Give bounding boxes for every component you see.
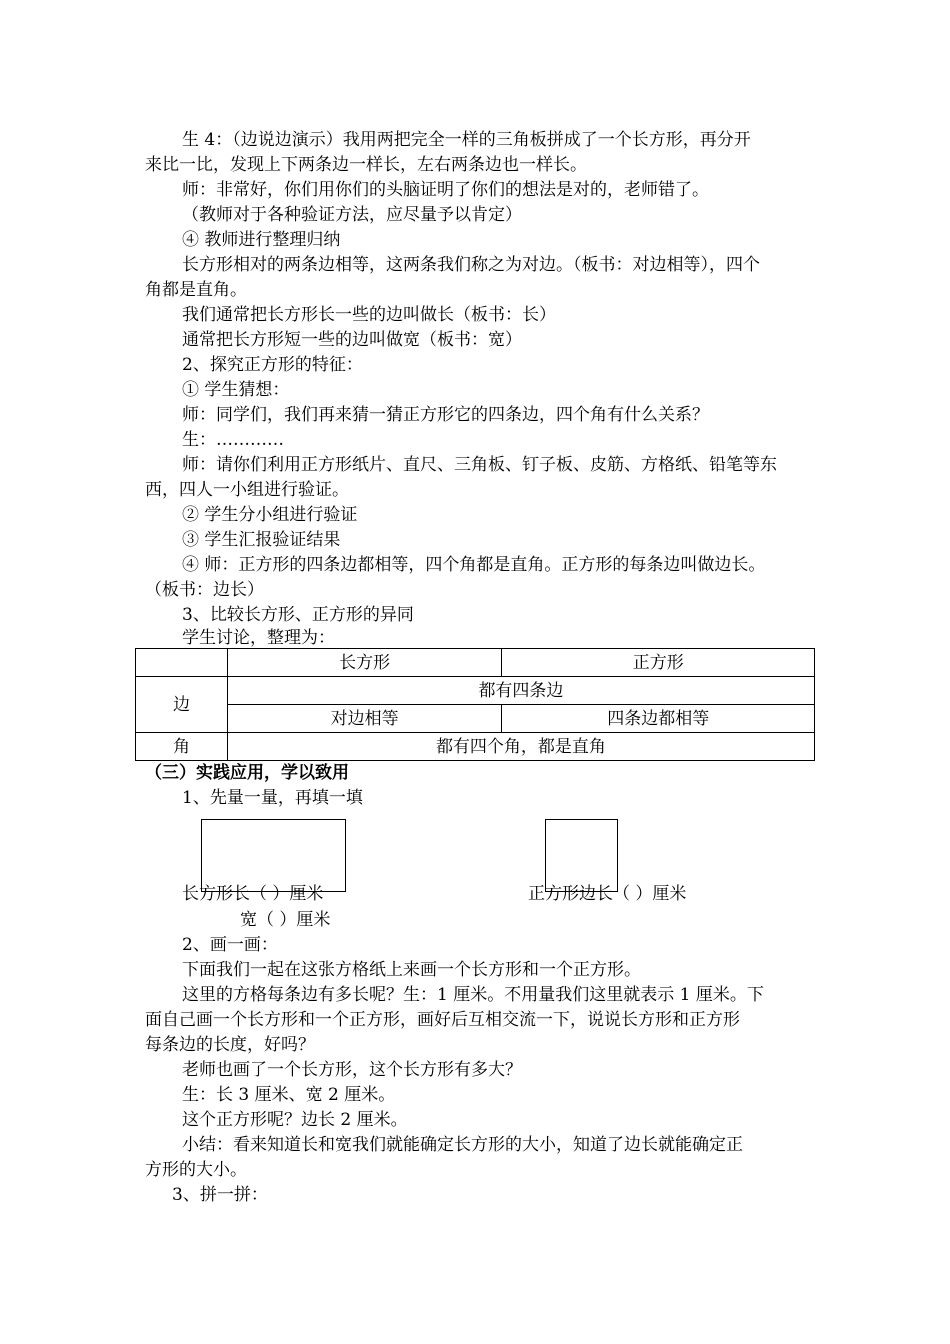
paragraph-line: 这个正方形呢？边长 2 厘米。	[182, 1110, 408, 1130]
paragraph-line: 1、先量一量，再填一填	[182, 788, 363, 808]
table-row	[136, 733, 815, 761]
rect-width-blank: 宽（ ）厘米	[240, 910, 331, 930]
paragraph-line: 生：长 3 厘米、宽 2 厘米。	[182, 1085, 396, 1105]
paragraph-line: 方形的大小。	[145, 1160, 247, 1180]
paragraph-line: 3、比较长方形、正方形的异同	[182, 605, 414, 625]
table-cell-empty	[136, 649, 228, 677]
paragraph-line: 3、拼一拼：	[172, 1185, 268, 1205]
paragraph-line: 2、探究正方形的特征：	[182, 355, 363, 375]
paragraph-line: 老师也画了一个长方形，这个长方形有多大？	[182, 1060, 522, 1080]
paragraph-line: ① 学生猜想：	[182, 380, 290, 400]
paragraph-line: 长方形相对的两条边相等，这两条我们称之为对边。（板书：对边相等），四个	[182, 255, 760, 275]
paragraph-line: 学生讨论，整理为：	[182, 628, 335, 648]
paragraph-line: 每条边的长度，好吗？	[145, 1035, 315, 1055]
table-cell-angle-common: 都有四个角，都是直角	[227, 733, 814, 761]
table-row	[136, 705, 815, 733]
square-side-blank: 正方形边长（ ）厘米	[528, 884, 687, 904]
square-figure	[545, 819, 618, 892]
paragraph-line: （教师对于各种验证方法，应尽量予以肯定）	[182, 205, 522, 225]
paragraph-line: ③ 学生汇报验证结果	[182, 530, 341, 550]
paragraph-line: 师：同学们，我们再来猜一猜正方形它的四条边，四个角有什么关系？	[182, 405, 709, 425]
paragraph-line: 我们通常把长方形长一些的边叫做长（板书：长）	[182, 305, 556, 325]
rectangle-figure	[201, 819, 346, 892]
table-cell-side-square: 四条边都相等	[502, 705, 815, 733]
table-header-rect: 长方形	[227, 649, 502, 677]
paragraph-line: 面自己画一个长方形和一个正方形，画好后互相交流一下，说说长方形和正方形	[145, 1010, 740, 1030]
paragraph-line: ④ 师：正方形的四条边都相等，四个角都是直角。正方形的每条边叫做边长。	[182, 555, 766, 575]
section-heading: （三）实践应用，学以致用	[145, 763, 349, 783]
table-cell-side-common: 都有四条边	[227, 677, 814, 705]
rect-length-blank: 长方形长（ ）厘米	[182, 884, 324, 904]
table-row	[136, 649, 815, 677]
paragraph-line: 通常把长方形短一些的边叫做宽（板书：宽）	[182, 330, 522, 350]
paragraph-line: 来比一比，发现上下两条边一样长，左右两条边也一样长。	[145, 155, 587, 175]
paragraph-line: 生：…………	[182, 430, 284, 450]
table-cell-side-rect: 对边相等	[227, 705, 502, 733]
paragraph-line: 西，四人一小组进行验证。	[145, 480, 349, 500]
table-header-square: 正方形	[502, 649, 815, 677]
table-row	[136, 677, 815, 705]
table-row-label-side: 边	[136, 677, 228, 733]
paragraph-line: 2、画一画：	[182, 935, 278, 955]
paragraph-line: 师：请你们利用正方形纸片、直尺、三角板、钉子板、皮筋、方格纸、铅笔等东	[182, 455, 777, 475]
paragraph-line: 生 4：（边说边演示）我用两把完全一样的三角板拼成了一个长方形，再分开	[182, 130, 751, 150]
paragraph-line: 下面我们一起在这张方格纸上来画一个长方形和一个正方形。	[182, 960, 641, 980]
table-row-label-angle: 角	[136, 733, 228, 761]
paragraph-line: ② 学生分小组进行验证	[182, 505, 358, 525]
comparison-table	[135, 648, 815, 761]
paragraph-line: 角都是直角。	[145, 280, 247, 300]
paragraph-line: （板书：边长）	[145, 580, 264, 600]
paragraph-line: 小结：看来知道长和宽我们就能确定长方形的大小，知道了边长就能确定正	[182, 1135, 743, 1155]
paragraph-line: 这里的方格每条边有多长呢？生：1 厘米。不用量我们这里就表示 1 厘米。下	[182, 985, 764, 1005]
paragraph-line: ④ 教师进行整理归纳	[182, 230, 341, 250]
paragraph-line: 师：非常好，你们用你们的头脑证明了你们的想法是对的，老师错了。	[182, 180, 709, 200]
